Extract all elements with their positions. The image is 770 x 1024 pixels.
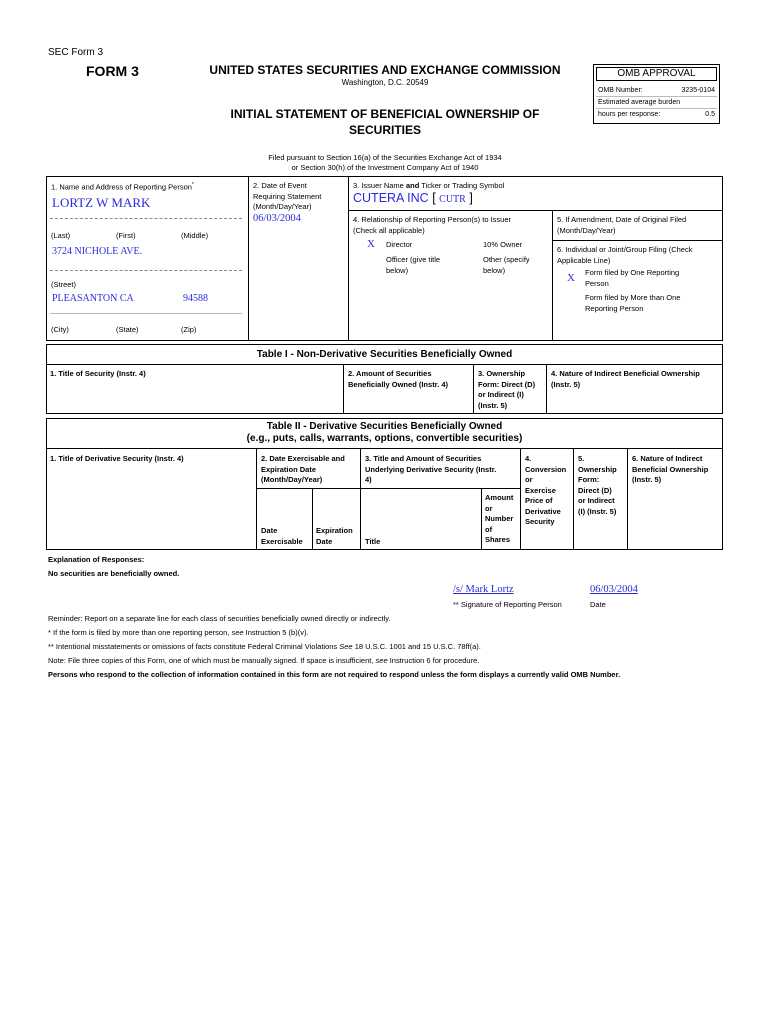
- zip-value: 94588: [183, 293, 208, 304]
- section4-label: 4. Relationship of Reporting Person(s) to Issuer (Check all applicable): [353, 215, 511, 235]
- ticker-symbol: CUTR: [439, 194, 466, 205]
- one-person-label: Form filed by One Reporting Person: [585, 268, 680, 288]
- table2-expiration-date: Expiration Date: [316, 526, 353, 546]
- table2-col-underlying: 3. Title and Amount of Securities Underlying Derivative Security (Instr. 4): [365, 454, 497, 484]
- officer-label: Officer (give title below): [386, 255, 441, 275]
- first-label: (First): [116, 231, 136, 240]
- event-date: 06/03/2004: [253, 213, 301, 224]
- zip-label: (Zip): [181, 325, 197, 334]
- statement-title: INITIAL STATEMENT OF BENEFICIAL OWNERSHIP OF SECURITIES: [230, 107, 540, 137]
- section5-label: 5. If Amendment, Date of Original Filed (Month/Day/Year): [557, 215, 687, 235]
- issuer-name: CUTERA INC: [353, 191, 429, 205]
- explanation-text: No securities are beneficially owned.: [48, 569, 180, 578]
- omb-hours-label: hours per response:: [598, 111, 661, 118]
- table2-date-exercisable: Date Exercisable: [261, 526, 303, 546]
- street-label: (Street): [51, 280, 77, 289]
- table2-col-conversion: 4. Conversion or Exercise Price of Derivative Security: [525, 454, 567, 526]
- city-label: (City): [51, 325, 69, 334]
- street-address: 3724 NICHOLE AVE.: [52, 246, 143, 257]
- explanation-label: Explanation of Responses:: [48, 555, 145, 564]
- omb-number: 3235-0104: [681, 87, 715, 94]
- signature-date-label: Date: [590, 600, 606, 609]
- middle-label: (Middle): [181, 231, 209, 240]
- table2-col-title: 1. Title of Derivative Security (Instr. 4): [50, 454, 184, 463]
- last-label: (Last): [51, 231, 71, 240]
- omb-hours: 0.5: [705, 111, 715, 118]
- footnote-1: * If the form is filed by more than one reporting person, see Instruction 5 (b)(v).: [48, 628, 309, 637]
- sec-form-label: SEC Form 3: [48, 47, 104, 58]
- state-label: (State): [116, 325, 139, 334]
- table1-col-ownership: 3. Ownership Form: Direct (D) or Indirect (I) (Instr. 5): [478, 369, 536, 410]
- city-value: PLEASANTON CA: [52, 293, 134, 304]
- omb-number-label: OMB Number:: [598, 87, 643, 94]
- signature-value: /s/ Mark Lortz: [453, 584, 514, 595]
- one-person-check: X: [567, 272, 575, 284]
- reporting-person-name: LORTZ W MARK: [52, 195, 151, 210]
- agency-title: UNITED STATES SECURITIES AND EXCHANGE COMMISSION: [209, 63, 561, 77]
- director-check: X: [367, 238, 375, 250]
- omb-burden-label: Estimated average burden: [598, 99, 681, 106]
- signature-date: 06/03/2004: [590, 584, 638, 595]
- table2-col-date: 2. Date Exercisable and Expiration Date (Month/Day/Year): [261, 454, 345, 484]
- footnote-3: Note: File three copies of this Form, one of which must be manually signed. If space is insufficient, see Instruction 6 for procedure.: [48, 656, 480, 665]
- ten-percent-label: 10% Owner: [483, 240, 523, 249]
- other-label: Other (specify below): [483, 255, 530, 275]
- agency-address: Washington, D.C. 20549: [341, 78, 429, 87]
- table1-col-title: 1. Title of Security (Instr. 4): [50, 369, 146, 378]
- director-label: Director: [386, 240, 413, 249]
- table1-title: Table I - Non-Derivative Securities Beneficially Owned: [256, 349, 513, 360]
- table2-amount-shares: Amount or Number of Shares: [485, 493, 514, 544]
- reminder-text: Reminder: Report on a separate line for each class of securities beneficially owned directly or indirectly.: [48, 614, 391, 623]
- section3-label: 3. Issuer Name and Ticker or Trading Symbol: [353, 181, 505, 190]
- section6-label: 6. Individual or Joint/Group Filing (Check Applicable Line): [557, 245, 693, 265]
- filed-pursuant-1: Filed pursuant to Section 16(a) of the Securities Exchange Act of 1934: [268, 153, 502, 162]
- section1-label: 1. Name and Address of Reporting Person*: [51, 182, 194, 192]
- section2-label: 2. Date of Event Requiring Statement (Month/Day/Year): [253, 181, 322, 211]
- table1-col-nature: 4. Nature of Indirect Beneficial Ownership (Instr. 5): [551, 369, 700, 389]
- more-person-label: Form filed by More than One Reporting Person: [585, 293, 681, 313]
- issuer-ticker: CUTERA INC [ CUTR ]: [353, 191, 473, 205]
- signature-label: ** Signature of Reporting Person: [453, 600, 562, 609]
- form-title: FORM 3: [86, 63, 139, 79]
- table2-title: Table II - Derivative Securities Beneficially Owned (e.g., puts, calls, warrants, options, convertible securities): [246, 421, 523, 444]
- omb-disclaimer: Persons who respond to the collection of information contained in this form are not required to respond unless the form displays a currently valid OMB Number.: [48, 670, 621, 679]
- table2-col-nature: 6. Nature of Indirect Beneficial Ownership (Instr. 5): [632, 454, 709, 484]
- omb-title: OMB APPROVAL: [596, 67, 717, 81]
- table2-col-ownership: 5. Ownership Form: Direct (D) or Indirect (I) (Instr. 5): [578, 454, 617, 516]
- footnote-2: ** Intentional misstatements or omissions of facts constitute Federal Criminal Violations See 18 U.S.C. 1001 and 15 U.S.C. 78ff(a).: [48, 642, 481, 651]
- table2-title-sub: Title: [365, 537, 381, 546]
- table1-col-amount: 2. Amount of Securities Beneficially Owned (Instr. 4): [348, 369, 449, 389]
- filed-pursuant-2: or Section 30(h) of the Investment Company Act of 1940: [291, 163, 479, 172]
